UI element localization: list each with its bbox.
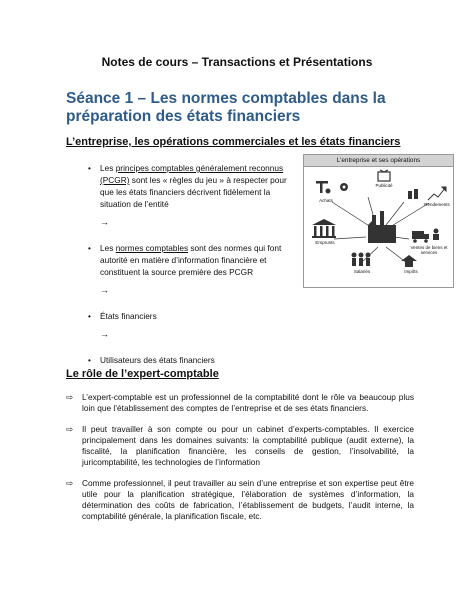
arrow-icon: ⇨ [66, 478, 73, 488]
bullet-dot-icon: • [88, 243, 91, 253]
label-rendements: Rendements [424, 202, 450, 207]
section-heading-entreprise: L’entreprise, les opérations commerciales et les états financiers [66, 136, 401, 148]
bullet-pcgr: • Les principes comptables généralement reconnus (PCGR) sont les « règles du jeu » à respecter pour que les états financiers décrivent fidèlement la situation de l’entité [88, 163, 287, 209]
bullet-normes: • Les normes comptables sont des normes qui font autorité en matière d’information financière et constituent la source première des PCGR [88, 243, 282, 277]
arrow-icon: ⇨ [66, 424, 73, 434]
tv-icon [378, 170, 390, 181]
arrow-icon: → [100, 217, 109, 227]
bullet-dot-icon: • [88, 311, 91, 321]
page-title: Notes de cours – Transactions et Présentations [101, 55, 373, 69]
section-heading-expert-comptable: Le rôle de l’expert-comptable [66, 368, 219, 380]
pcgr-term: principes comptables généralement reconnus (PCGR) [100, 163, 284, 185]
bullet-dot-icon: • [88, 163, 91, 173]
paragraph-2: ⇨ Il peut travailler à son compte ou pour un cabinet d’experts-comptables. Il exercice principalement dans les domaines suivants: la comptabilité publique (audit externe), la fiscalité, la planification financière, les conseils de gestion, l’insolvabilité, la juricomptabilité, les technologies de l’information [66, 424, 414, 467]
money-icon [408, 189, 418, 199]
seance-title: Séance 1 – Les normes comptables dans la préparation des états financiers [66, 90, 386, 125]
bullet-etats: • États financiers [88, 311, 157, 321]
label-ventes: Ventes de biens et services [410, 245, 448, 255]
role-paragraphs [66, 392, 414, 532]
label-emprunts: Emprunts [315, 240, 335, 245]
gear-icon [340, 183, 348, 191]
paragraph-1: ⇨ L’expert-comptable est un professionnel de la comptabilité dont le rôle va beaucoup plus loin que l’établissement des comptes de l’entreprise et de ses états financiers. [66, 392, 414, 413]
paragraph-3: ⇨ Comme professionnel, il peut travailler au sein d’une entreprise et son expertise peut être utile pour la planification stratégique, l’élaboration de systèmes d’information, la détermination des coûts de fabrication, l’établissement de budgets, l’audit interne, la comptabilité générale, la planification fiscale, etc. [66, 478, 414, 521]
figure-body [303, 167, 454, 288]
label-impots: Impôts [404, 269, 418, 274]
bullet-list [88, 162, 293, 372]
arrow-icon: → [100, 285, 109, 295]
bullet-dot-icon: • [88, 355, 91, 365]
arrow-icon: → [100, 329, 109, 339]
growth-chart-icon [428, 187, 446, 200]
tax-icon [401, 255, 417, 267]
shopping-icon [433, 229, 439, 241]
arrow-icon: ⇨ [66, 392, 73, 402]
bank-icon [312, 219, 336, 238]
normes-term: normes comptables [115, 243, 189, 253]
tools-icon [316, 181, 331, 194]
truck-icon [412, 231, 429, 243]
label-achats: Achats [319, 198, 333, 203]
label-salaries: Salariés [353, 269, 371, 274]
figure-title: L’entreprise et ses opérations [303, 154, 454, 167]
people-icon [352, 253, 371, 267]
operations-figure [303, 154, 454, 288]
factory-icon [368, 211, 396, 243]
label-publicite: Publicité [375, 183, 393, 188]
bullet-utilisateurs: • Utilisateurs des états financiers [88, 355, 215, 365]
